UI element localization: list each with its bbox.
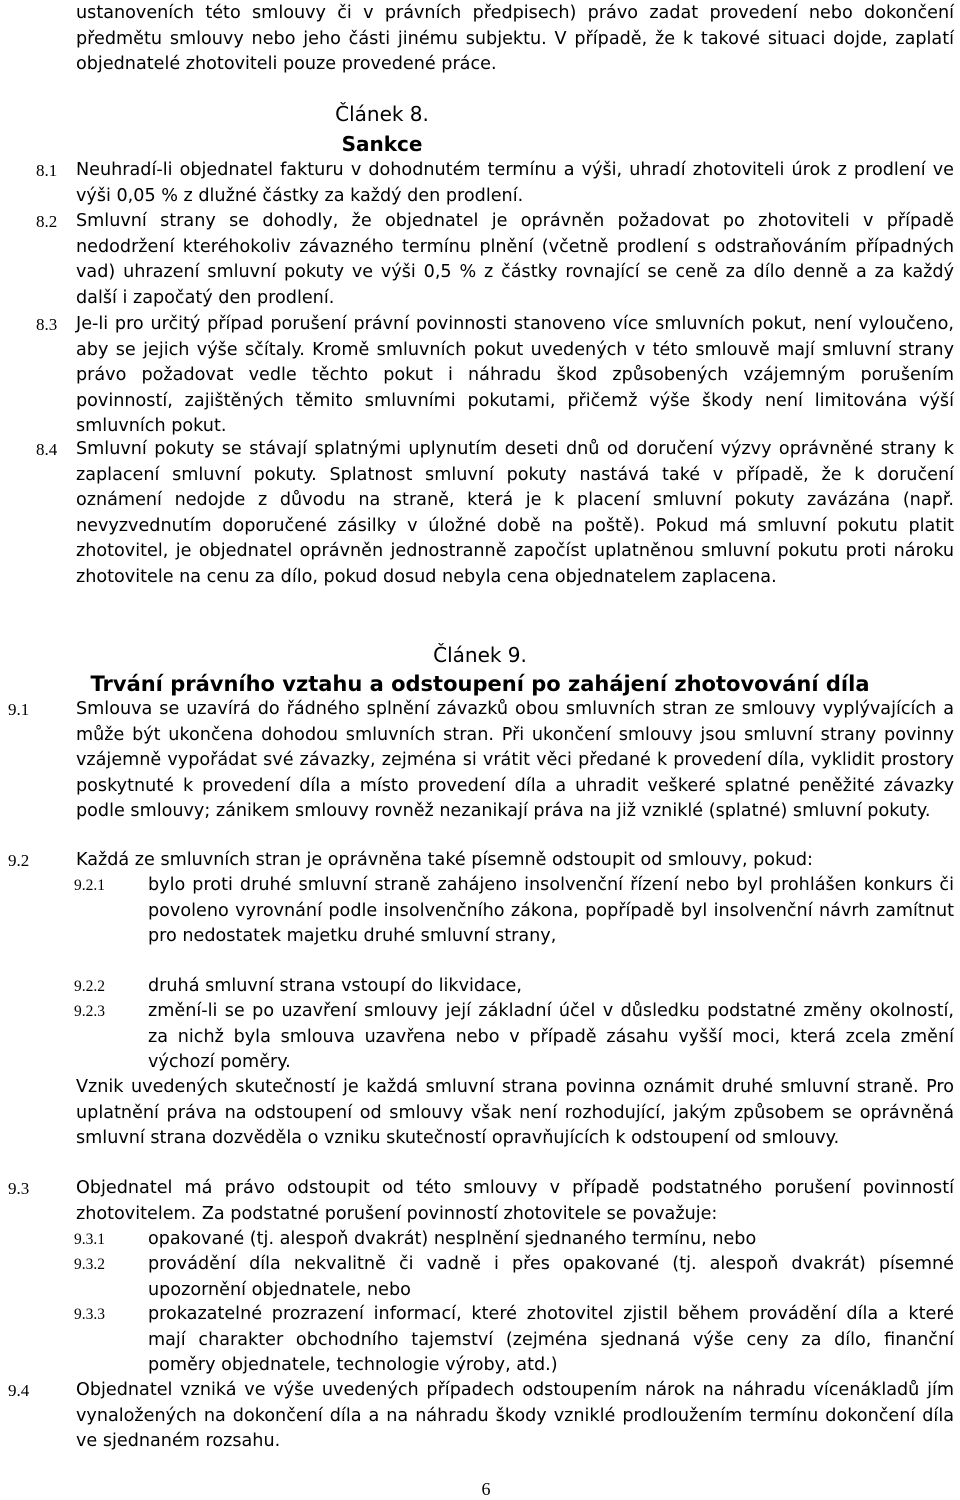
- subclause-number: 9.3.2: [74, 1256, 105, 1273]
- clause-9-3-2: provádění díla nekvalitně či vadně i přes opakované (tj. alespoň dvakrát) písemné upozornění objednatele, nebo: [148, 1254, 954, 1300]
- clause-9-2-3: změní-li se po uzavření smlouvy její základní účel v důsledku podstatné změny okolností, za nichž byla smlouva uzavřena nebo v případě zásahu vyšší moci, která zcela změní výchozí poměry.: [148, 1001, 954, 1072]
- article-9-heading: Článek 9.: [433, 643, 527, 667]
- page-number: 6: [481, 1479, 491, 1499]
- article-8-heading: Článek 8.: [335, 102, 429, 126]
- subclause-number: 9.3.3: [74, 1306, 105, 1323]
- clause-9-2-1: bylo proti druhé smluvní straně zahájeno insolvenční řízení nebo byl prohlášen konkurs či povoleno vyrovnání podle insolvenčního zákona, popřípadě byl insolvenční návrh zamítnut pro nedostatek majetku druhé smluvní strany,: [148, 875, 954, 946]
- clause-number: 8.2: [36, 212, 58, 231]
- clause-9-4: Objednatel vzniká ve výše uvedených případech odstoupením nárok na náhradu vícenákladů jím vynaložených na dokončení díla a na náhradu škody vzniklé prodloužením termínu dokončení díla ve sjednaném rozsahu.: [76, 1380, 954, 1451]
- clause-9-2-2: druhá smluvní strana vstoupí do likvidace,: [148, 976, 522, 996]
- article-8-title: Sankce: [341, 132, 423, 156]
- clause-8-4: Smluvní pokuty se stávají splatnými uplynutím deseti dnů od doručení výzvy oprávněné strany k zaplacení smluvní pokuty. Splatnost smluvní pokuty nastává také v případě, že k doručení oznámení nedojde z důvodu na straně, která je k placení smluvní pokuty zavázána (např. nevyzvednutím doporučené zásilky v úložné době na poště). Pokud má smluvní pokutu platit zhotovitel, je objednatel oprávněn jednostranně započíst uplatněnou smluvní pokutu proti nároku zhotovitele na cenu za dílo, pokud dosud nebyla cena objednatelem zaplacena.: [76, 439, 954, 587]
- clause-9-3: Objednatel má právo odstoupit od této smlouvy v případě podstatného porušení povinností zhotovitelem. Za podstatné porušení povinností zhotovitele se považuje:: [76, 1178, 954, 1224]
- clause-number: 8.1: [36, 161, 58, 180]
- clause-9-1: Smlouva se uzavírá do řádného splnění závazků obou smluvních stran ze smlouvy vyplývajících a může být ukončena dohodou smluvních stran. Při ukončení smlouvy jsou smluvní strany povinny vzájemně vypořádat své závazky, zejména si vrátit věci předané k provedení díla, vyklidit prostory poskytnuté k provedení díla a místo provedení díla a uhradit veškeré splatné peněžité závazky podle smlouvy; zánikem smlouvy rovněž nezanikají práva na již vzniklé (splatné) smluvní pokuty.: [76, 699, 954, 821]
- clause-8-3: Je-li pro určitý případ porušení právní povinnosti stanoveno více smluvních pokut, není vyloučeno, aby se jejich výše sčítaly. Kromě smluvních pokut uvedených v této smlouvě mají smluvní strany právo požadovat vedle těchto pokut i náhradu škod způsobených vzájemným porušením povinností, zajištěných těmito smluvními pokutami, přičemž výše škody není limitována výší smluvních pokut.: [76, 314, 954, 436]
- clause-number: 8.4: [36, 440, 58, 459]
- intro-paragraph: ustanoveních této smlouvy či v právních předpisech) právo zadat provedení nebo dokončení předmětu smlouvy nebo jeho části jinému subjektu. V případě, že k takové situaci dojde, zaplatí objednatelé zhotoviteli pouze provedené práce.: [76, 3, 954, 74]
- clause-9-2: Každá ze smluvních stran je oprávněna také písemně odstoupit od smlouvy, pokud:: [76, 850, 813, 870]
- clause-9-2-notice: Vznik uvedených skutečností je každá smluvní strana povinna oznámit druhé smluvní straně. Pro uplatnění práva na odstoupení od smlouvy však není rozhodující, jakým způsobem se oprávněná smluvní strana dozvěděla o vzniku skutečností opravňujících k odstoupení od smlouvy.: [76, 1077, 954, 1148]
- clause-8-2: Smluvní strany se dohodly, že objednatel je oprávněn požadovat po zhotoviteli v případě nedodržení kteréhokoliv závazného termínu plnění (včetně prodlení s odstraňováním případných vad) uhrazení smluvní pokuty ve výši 0,5 % z částky rovnající se ceně za dílo denně a za každý další i započatý den prodlení.: [76, 211, 954, 308]
- subclause-number: 9.2.3: [74, 1003, 105, 1020]
- clause-number: 9.1: [8, 700, 30, 719]
- clause-8-1: Neuhradí-li objednatel fakturu v dohodnutém termínu a výši, uhradí zhotoviteli úrok z prodlení ve výši 0,05 % z dlužné částky za každý den prodlení.: [76, 160, 954, 206]
- subclause-number: 9.3.1: [74, 1231, 105, 1248]
- clause-number: 9.4: [8, 1381, 30, 1400]
- clause-9-3-3: prokazatelné prozrazení informací, které zhotovitel zjistil během provádění díla a které mají charakter obchodního tajemství (zejména sjednaná výše ceny za dílo, finanční poměry objednatele, technologie výroby, atd.): [148, 1304, 954, 1375]
- clause-number: 9.3: [8, 1179, 30, 1198]
- subclause-number: 9.2.2: [74, 978, 105, 995]
- clause-number: 8.3: [36, 315, 58, 334]
- article-9-title: Trvání právního vztahu a odstoupení po zahájení zhotovování díla: [90, 672, 870, 696]
- subclause-number: 9.2.1: [74, 877, 105, 894]
- clause-number: 9.2: [8, 851, 30, 870]
- clause-9-3-1: opakované (tj. alespoň dvakrát) nesplnění sjednaného termínu, nebo: [148, 1229, 757, 1249]
